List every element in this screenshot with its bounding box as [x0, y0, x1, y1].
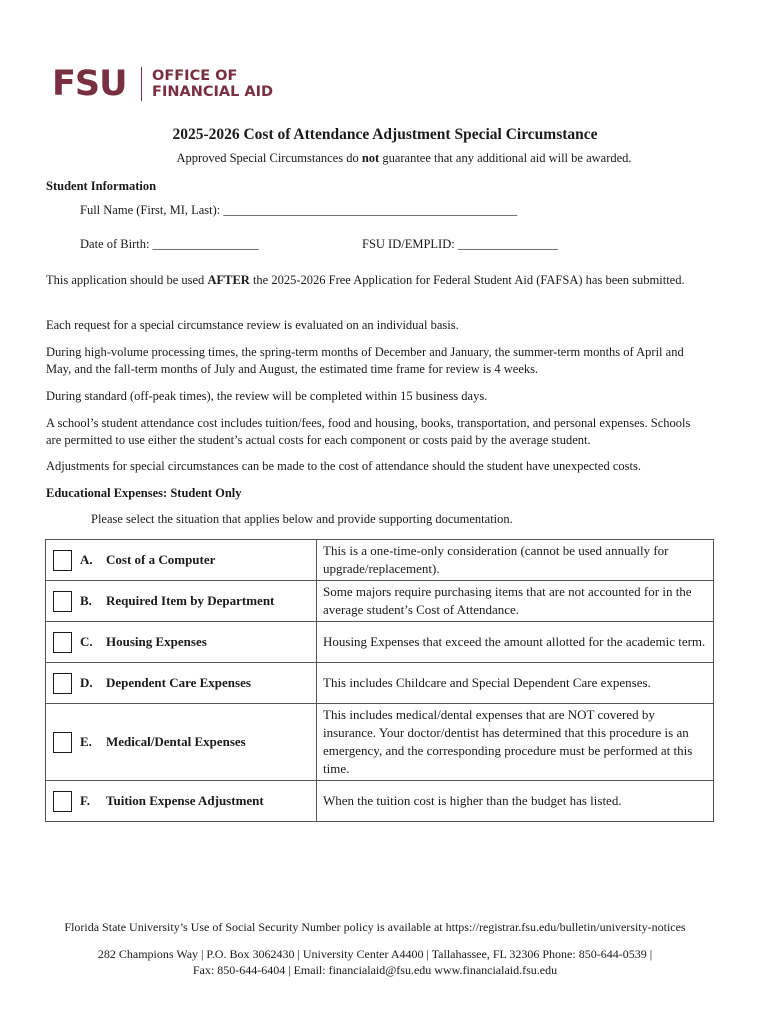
approved-after: guarantee that any additional aid will be awarded.	[379, 151, 632, 165]
option-description: This includes medical/dental expenses that are NOT covered by insurance. Your doctor/dentist has determined that this procedure is an emergency, and the corresponding procedure must be performed at this time.	[317, 704, 714, 781]
address-line-2: Fax: 850-644-6404 | Email: financialaid@fsu.edu www.financialaid.fsu.edu	[192, 963, 558, 977]
option-letter: B.	[80, 593, 92, 608]
table-row	[46, 704, 714, 781]
office-line-2: FINANCIAL AID	[152, 84, 274, 100]
educational-expenses-heading: Educational Expenses: Student Only	[46, 486, 242, 500]
option-letter: C.	[80, 634, 93, 649]
option-description: This includes Childcare and Special Dependent Care expenses.	[317, 663, 714, 704]
approved-bold: not	[361, 151, 380, 165]
fsu-logo	[52, 66, 273, 102]
option-cell	[46, 622, 317, 663]
table-row	[46, 540, 714, 581]
option-label: Dependent Care Expenses	[106, 675, 251, 690]
option-description: This is a one-time-only consideration (cannot be used annually for upgrade/replacement).	[317, 540, 714, 581]
address-line-1: 282 Champions Way | P.O. Box 3062430 | University Center A4400 | Tallahassee, FL 32306 Phone: 850-644-0539 |	[97, 947, 653, 961]
option-letter: F.	[80, 793, 90, 808]
fafsa-paragraph	[46, 272, 706, 289]
page-title: 2025-2026 Cost of Attendance Adjustment Special Circumstance	[172, 126, 598, 143]
option-cell	[46, 540, 317, 581]
option-label: Housing Expenses	[106, 634, 207, 649]
option-description: Some majors require purchasing items that are not accounted for in the average student’s Cost of Attendance.	[317, 581, 714, 622]
option-description: When the tuition cost is higher than the budget has listed.	[317, 781, 714, 822]
instruction-text: Please select the situation that applies below and provide supporting documentation.	[91, 512, 513, 526]
table-row	[46, 663, 714, 704]
logo-divider	[141, 67, 143, 101]
footer-address	[0, 946, 750, 978]
option-letter: D.	[80, 675, 93, 690]
option-f-checkbox[interactable]	[53, 791, 72, 812]
option-a-checkbox[interactable]	[53, 550, 72, 571]
option-c-checkbox[interactable]	[53, 632, 72, 653]
table-row	[46, 622, 714, 663]
fafsa-after: the 2025-2026 Free Application for Federal Student Aid (FAFSA) has been submitted.	[249, 273, 685, 287]
option-e-checkbox[interactable]	[53, 732, 72, 753]
option-description: Housing Expenses that exceed the amount allotted for the academic term.	[317, 622, 714, 663]
individual-basis-paragraph: Each request for a special circumstance review is evaluated on an individual basis.	[46, 318, 459, 332]
option-letter: A.	[80, 552, 93, 567]
adjustments-paragraph: Adjustments for special circumstances can be made to the cost of attendance should the student have unexpected costs.	[46, 459, 641, 473]
full-name-field[interactable]: Full Name (First, MI, Last): _______________________________________________	[80, 203, 518, 217]
fsu-id-field[interactable]: FSU ID/EMPLID: ________________	[362, 237, 558, 251]
processing-times-paragraph: During high-volume processing times, the spring-term months of December and January, the summer-term months of April and May, and the fall-term months of July and August, the estimated time frame for review is 4 weeks.	[46, 345, 684, 376]
approved-notice	[0, 151, 770, 166]
logo-wordmark: FSU	[52, 64, 127, 104]
option-cell	[46, 581, 317, 622]
option-letter: E.	[80, 734, 92, 749]
expense-options-table	[45, 539, 714, 822]
attendance-cost-paragraph: A school’s student attendance cost includes tuition/fees, food and housing, books, transportation, and personal expenses. Schools are permitted to use either the student’s actual costs for each component or costs paid by the average student.	[46, 416, 691, 447]
approved-before: Approved Special Circumstances do	[176, 151, 362, 165]
standard-review-paragraph: During standard (off-peak times), the review will be completed within 15 business days.	[46, 389, 488, 403]
option-b-checkbox[interactable]	[53, 591, 72, 612]
office-name	[152, 68, 273, 100]
student-info-heading: Student Information	[46, 179, 157, 193]
option-cell	[46, 704, 317, 781]
option-cell	[46, 781, 317, 822]
option-cell	[46, 663, 317, 704]
option-label: Tuition Expense Adjustment	[106, 793, 264, 808]
fafsa-before: This application should be used	[46, 273, 208, 287]
table-row	[46, 781, 714, 822]
option-label: Required Item by Department	[106, 593, 275, 608]
ssn-policy-note: Florida State University’s Use of Social Security Number policy is available at https://registrar.fsu.edu/bulletin/university-notices	[64, 920, 686, 934]
option-d-checkbox[interactable]	[53, 673, 72, 694]
option-label: Cost of a Computer	[106, 552, 216, 567]
table-row	[46, 581, 714, 622]
fafsa-bold: AFTER	[207, 273, 250, 287]
option-label: Medical/Dental Expenses	[106, 734, 246, 749]
dob-field[interactable]: Date of Birth: _________________	[80, 237, 259, 251]
office-line-1: OFFICE OF	[152, 68, 238, 84]
